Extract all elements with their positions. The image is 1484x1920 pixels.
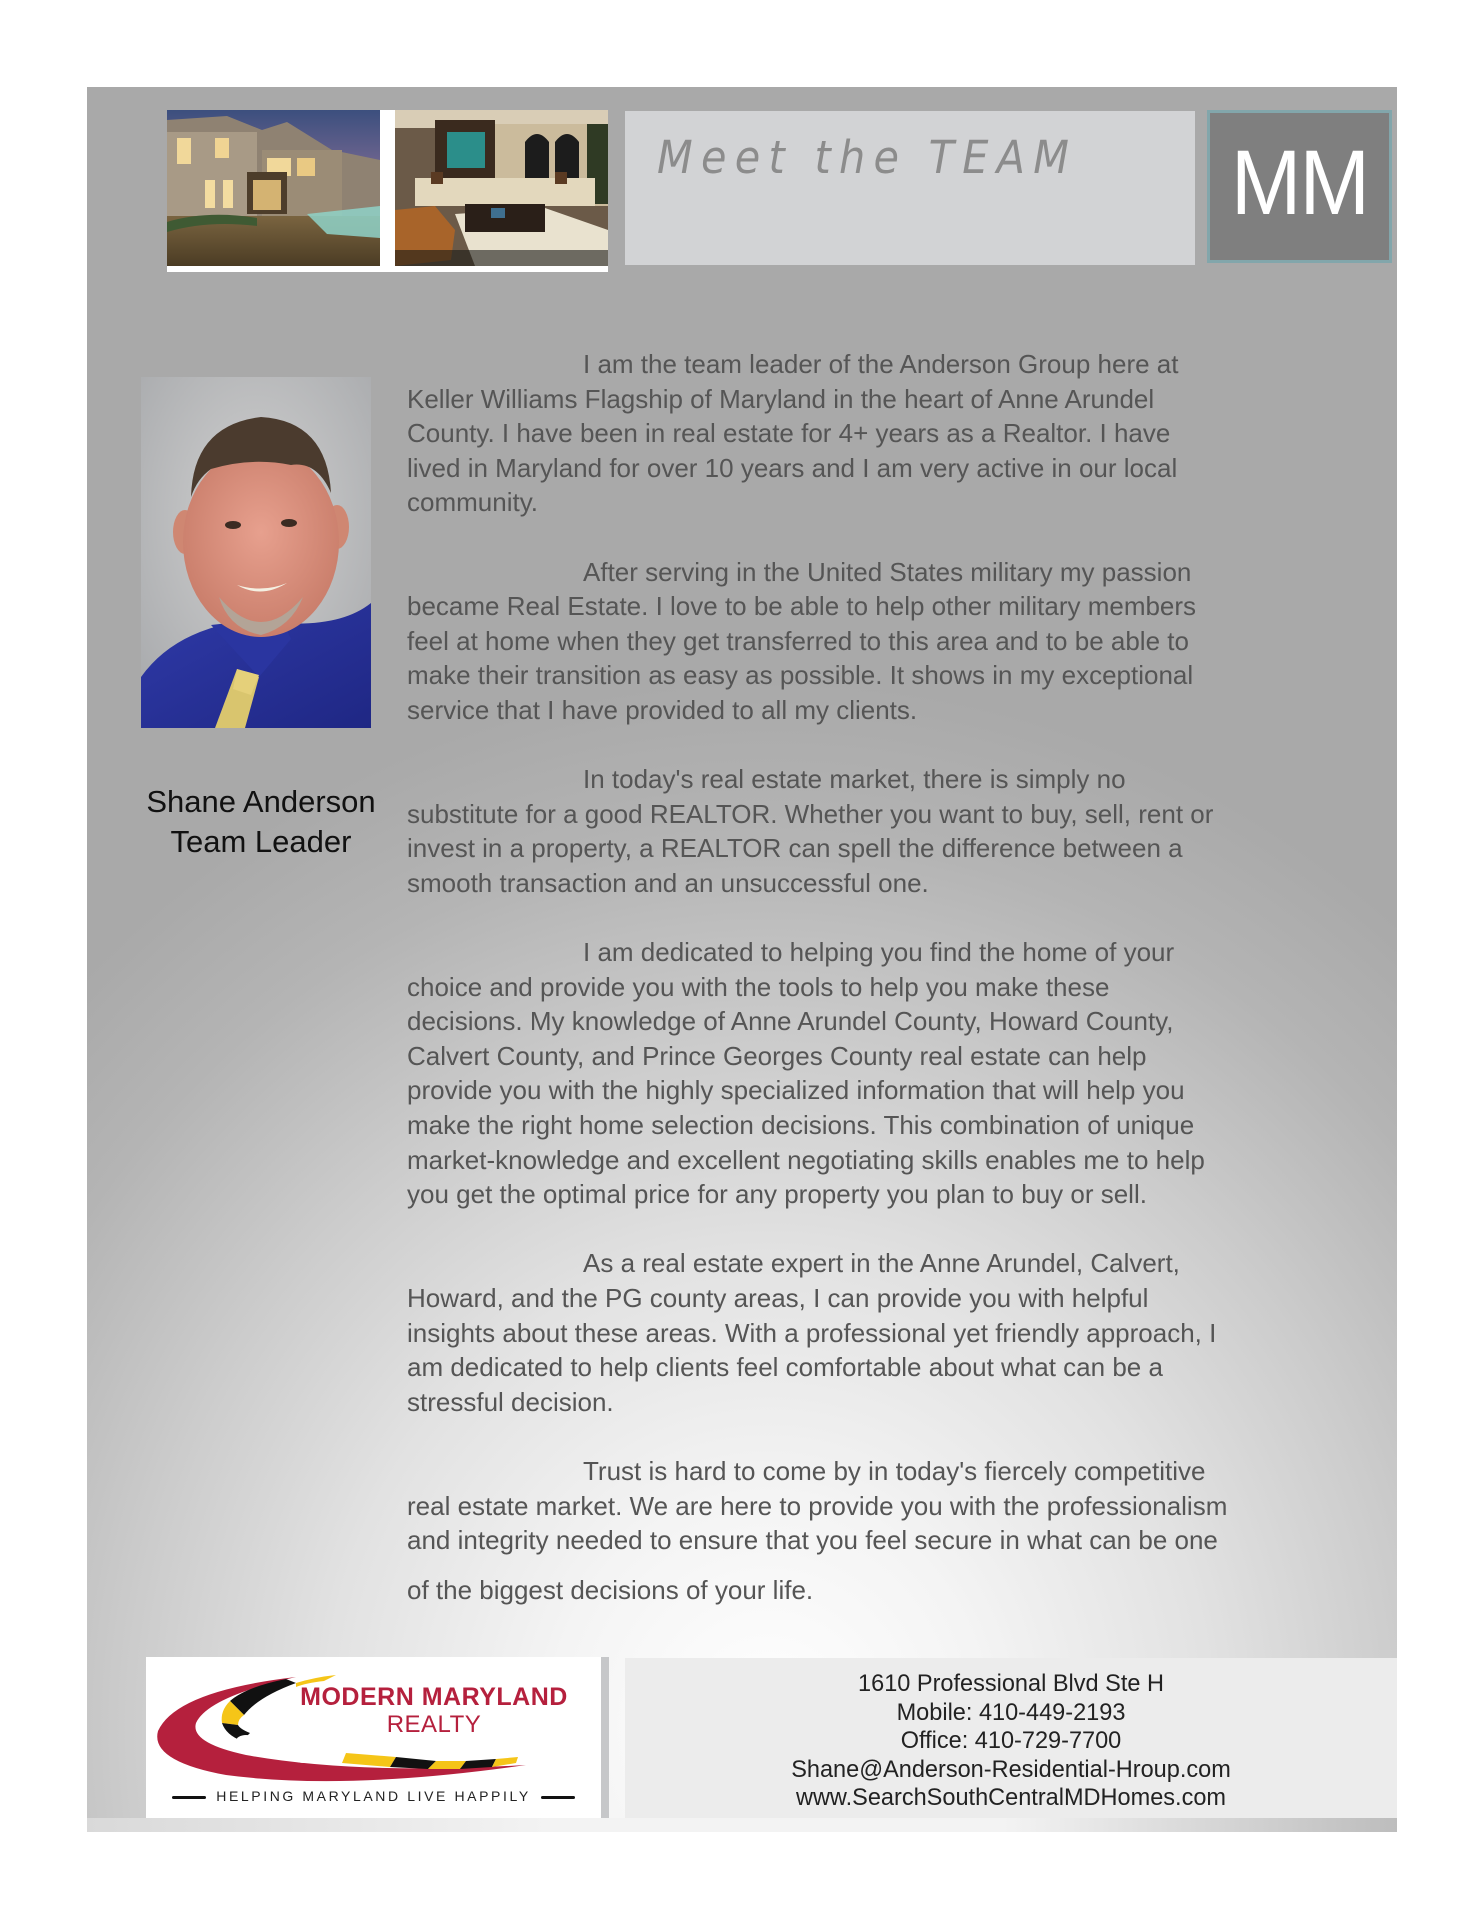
bio-line: became Real Estate. I love to be able to help other military members: [407, 591, 1197, 622]
page-title: Meet the TEAM: [657, 131, 1078, 184]
logo-tagline-row: [146, 1788, 601, 1804]
company-logo: [146, 1657, 601, 1818]
bio-line: stressful decision.: [407, 1386, 614, 1417]
bio-line: service that I have provided to all my clients.: [407, 694, 918, 725]
bio-paragraph-2: [407, 555, 1387, 728]
logo-tagline: HELPING MARYLAND LIVE HAPPILY: [216, 1788, 531, 1804]
agent-name-block: [121, 782, 401, 862]
bio-line: you get the optimal price for any property you plan to buy or sell.: [407, 1179, 1147, 1210]
bio-text: [407, 347, 1387, 1607]
bio-line: Trust is hard to come by in today's fiercely competitive: [583, 1456, 1206, 1486]
bio-paragraph-6: [407, 1454, 1387, 1607]
agent-portrait: [141, 377, 371, 728]
paragraph-gap: [407, 901, 1387, 936]
agent-role: Team Leader: [170, 824, 352, 859]
bio-line: Calvert County, and Prince Georges County real estate can help: [407, 1040, 1147, 1071]
contact-lines: [625, 1670, 1397, 1813]
bio-line: In today's real estate market, there is simply no: [583, 764, 1126, 795]
monogram-text: MM: [1230, 132, 1369, 234]
logo-subtitle: REALTY: [386, 1711, 482, 1738]
living-room-photo: [395, 110, 608, 266]
bio-paragraph-1: [407, 347, 1387, 520]
paragraph-gap: [407, 1419, 1387, 1454]
bio-line: market-knowledge and excellent negotiating skills enables me to help: [407, 1144, 1205, 1175]
logo-brand-name: MODERN MARYLAND: [300, 1683, 568, 1711]
bio-line: am dedicated to help clients feel comfortable about what can be a: [407, 1352, 1163, 1383]
bio-line: real estate market. We are here to provide you with the professionalism: [407, 1490, 1228, 1521]
bio-line: lived in Maryland for over 10 years and I am very active in our local: [407, 452, 1178, 483]
bio-line: make their transition as easy as possible. It shows in my exceptional: [407, 660, 1194, 691]
bio-paragraph-5: [407, 1246, 1387, 1419]
bio-line: After serving in the United States military my passion: [583, 556, 1192, 587]
bio-line: decisions. My knowledge of Anne Arundel County, Howard County,: [407, 1006, 1174, 1037]
house-exterior-photo: [167, 110, 380, 266]
paragraph-gap: [407, 728, 1387, 763]
bio-line: make the right home selection decisions. This combination of unique: [407, 1110, 1195, 1141]
bio-line: community.: [407, 487, 538, 518]
contact-email-link[interactable]: Shane@Anderson-Residential-Hroup.com: [791, 1755, 1231, 1783]
bio-line: of the biggest decisions of your life.: [407, 1574, 814, 1605]
bio-line: invest in a property, a REALTOR can spell the difference between a: [407, 833, 1183, 864]
bio-line: Howard, and the PG county areas, I can provide you with helpful: [407, 1283, 1149, 1314]
bio-line: feel at home when they get transferred to this area and to be able to: [407, 625, 1189, 656]
contact-website-link[interactable]: www.SearchSouthCentralMDHomes.com: [795, 1784, 1227, 1812]
logo-edge-divider: [601, 1657, 609, 1818]
bio-paragraph-4: [407, 935, 1387, 1212]
header-photo-strip: [167, 110, 608, 272]
monogram-badge: [1207, 110, 1392, 263]
paragraph-gap: [407, 520, 1387, 555]
contact-mobile[interactable]: Mobile: 410-449-2193: [896, 1698, 1126, 1726]
contact-office[interactable]: Office: 410-729-7700: [900, 1727, 1122, 1755]
bio-line: substitute for a good REALTOR. Whether you want to buy, sell, rent or: [407, 798, 1214, 829]
bio-line: provide you with the highly specialized information that will help you: [407, 1075, 1185, 1106]
dash-right-icon: [541, 1796, 575, 1799]
bio-line: As a real estate expert in the Anne Arundel, Calvert,: [583, 1248, 1180, 1279]
bio-paragraph-3: [407, 762, 1387, 900]
title-banner: [625, 111, 1195, 265]
bio-line: choice and provide you with the tools to help you make these: [407, 971, 1110, 1002]
bio-line: Keller Williams Flagship of Maryland in the heart of Anne Arundel: [407, 383, 1155, 414]
bio-line: smooth transaction and an unsuccessful one.: [407, 867, 929, 898]
paragraph-gap: [407, 1212, 1387, 1247]
contact-address: 1610 Professional Blvd Ste H: [858, 1670, 1164, 1697]
agent-name: Shane Anderson: [146, 784, 376, 819]
bio-line: and integrity needed to ensure that you feel secure in what can be one: [407, 1525, 1218, 1556]
bio-line: I am the team leader of the Anderson Group here at: [583, 349, 1179, 379]
bio-line: insights about these areas. With a professional yet friendly approach, I: [407, 1317, 1217, 1348]
bio-line: I am dedicated to helping you find the home of your: [583, 937, 1175, 968]
bio-line: County. I have been in real estate for 4+ years as a Realtor. I have: [407, 418, 1171, 449]
bottom-border-band: [87, 1818, 1397, 1832]
contact-info-box: [625, 1658, 1397, 1818]
dash-left-icon: [172, 1796, 206, 1799]
